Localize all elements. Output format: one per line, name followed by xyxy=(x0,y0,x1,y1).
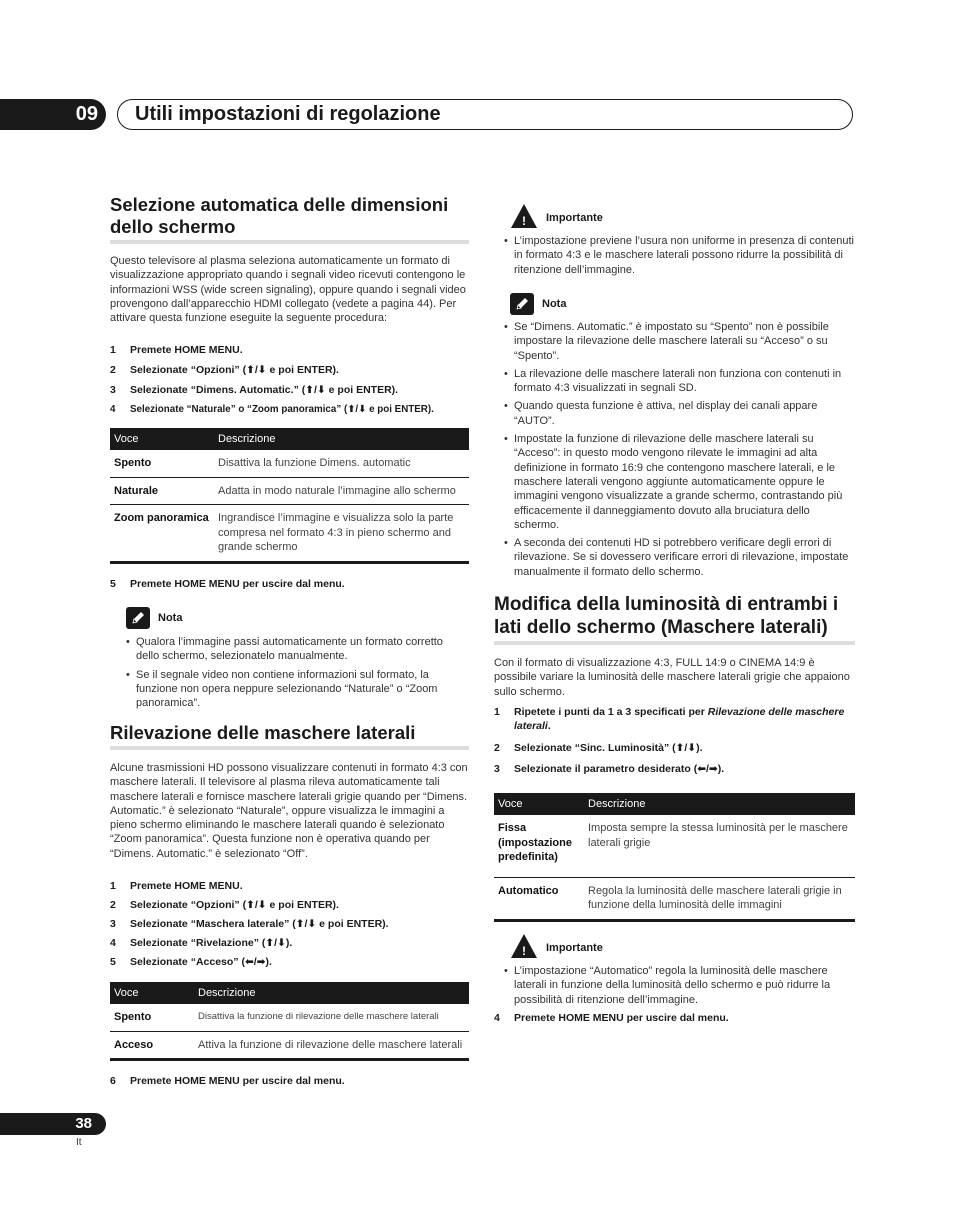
step-number: 1 xyxy=(110,344,116,356)
table-row xyxy=(110,505,469,563)
step-item xyxy=(494,705,855,741)
warning-icon xyxy=(510,203,538,232)
list-item: • Se “Dimens. Automatic.” è impostato su “Spento” non è possibile impostare la rilevazione delle maschere laterali su “Acceso” o su “Spento”. xyxy=(504,320,855,363)
step-number: 2 xyxy=(110,364,116,376)
list-item: • La rilevazione delle maschere laterali non funziona con contenuti in formato 4:3 visualizzati in segnali SD. xyxy=(504,367,855,396)
step-number: 3 xyxy=(110,384,116,396)
step-item xyxy=(494,762,855,783)
note-block xyxy=(126,607,469,714)
step-item xyxy=(110,1074,469,1088)
svg-text:!: ! xyxy=(522,944,526,958)
step-item xyxy=(110,917,469,936)
list-item: • Quando questa funzione è attiva, nel display dei canali appare “AUTO”. xyxy=(504,399,855,428)
table-row xyxy=(110,450,469,477)
steps-auto-size xyxy=(110,343,469,423)
important-label: Importante xyxy=(546,941,603,954)
step-text: Selezionate il parametro desiderato (⬅/➡). xyxy=(514,763,725,775)
step-item xyxy=(110,936,469,955)
step-number: 3 xyxy=(494,763,500,775)
step-item xyxy=(110,383,469,403)
auto-size-options-table xyxy=(110,428,469,564)
table-cell-value: Ingrandisce l’immagine e visualizza solo la parte compresa nel formato 4:3 in pieno schermo and grande schermo xyxy=(214,505,469,563)
table-cell-key: Acceso xyxy=(110,1031,194,1060)
svg-text:!: ! xyxy=(522,214,526,228)
table-cell-value: Disattiva la funzione di rilevazione delle maschere laterali xyxy=(194,1004,469,1031)
table-header-voce: Voce xyxy=(110,982,194,1004)
table-cell-value: Regola la luminosità delle maschere laterali grigie in funzione della luminosità delle immagini xyxy=(584,877,855,920)
step-number: 5 xyxy=(110,578,116,590)
step-item xyxy=(110,343,469,363)
warning-icon xyxy=(510,933,538,962)
section-title-auto-size: Selezione automatica delle dimensioni dello schermo xyxy=(110,194,469,244)
step-text: Premete HOME MENU per uscire dal menu. xyxy=(514,1012,729,1024)
section-intro-side-mask-detection: Alcune trasmissioni HD possono visualizzare contenuti in formato 4:3 con maschere laterali. Il televisore al plasma rileva automaticamente tali maschere laterali e fornisce maschere laterali grigie quando per “Dimens. Automatic.” è selezionato “Naturale”, oppure visualizza le immagini a pieno schermo eliminando le maschere laterali quando è selezionato “Zoom panoramica”. Questa funzione non è operativa quando per “Dimens. Automatic.” è selezionato “Off”. xyxy=(110,762,468,860)
step-number: 5 xyxy=(110,956,116,968)
section-intro-auto-size: Questo televisore al plasma seleziona automaticamente un formato di visualizzazione appropriato quando i segnali video ricevuti contengono le informazioni WSS (wide screen signaling), oppure quando i segnali video provengono dall’apparecchio HDMI collegato (vedete a pagina 44). Per attivare questa funzione eseguite la seguente procedura: xyxy=(110,255,466,325)
step-number: 4 xyxy=(110,937,116,949)
side-mask-detection-table xyxy=(110,982,469,1061)
list-item: • A seconda dei contenuti HD si potrebbero verificare degli errori di rilevazione. Se si dovessero verificare errori di rilevazione, impostate manualmente il formato dello schermo. xyxy=(504,536,855,579)
step-text: Selezionate “Naturale” o “Zoom panoramica” (⬆/⬇ e poi ENTER). xyxy=(130,404,434,415)
step-number: 1 xyxy=(494,706,500,718)
step-text xyxy=(514,705,855,741)
note-label: Nota xyxy=(542,298,567,310)
step-number: 1 xyxy=(110,880,116,892)
table-row xyxy=(494,815,855,877)
pencil-icon xyxy=(510,293,534,315)
table-cell-key: Zoom panoramica xyxy=(110,505,214,563)
step-text: Premete HOME MENU. xyxy=(130,344,243,356)
table-cell-key: Fissa (impostazione predefinita) xyxy=(494,815,584,877)
table-header-descrizione: Descrizione xyxy=(214,428,469,450)
step-item xyxy=(494,1011,855,1025)
note-block xyxy=(510,293,855,583)
steps-side-mask-brightness xyxy=(494,705,855,783)
step-number: 6 xyxy=(110,1075,116,1087)
step-item xyxy=(110,898,469,917)
step-text: Premete HOME MENU. xyxy=(130,880,243,892)
step-text: Selezionate “Opzioni” (⬆/⬇ e poi ENTER). xyxy=(130,899,339,911)
step-text: Selezionate “Maschera laterale” (⬆/⬇ e poi ENTER). xyxy=(130,918,389,930)
step-number: 3 xyxy=(110,918,116,930)
step-text: Premete HOME MENU per uscire dal menu. xyxy=(130,578,345,590)
table-cell-value: Adatta in modo naturale l’immagine allo schermo xyxy=(214,477,469,505)
table-row xyxy=(110,1004,469,1031)
step-text-reference: Rilevazione delle maschere laterali xyxy=(514,706,845,732)
step-number: 2 xyxy=(110,899,116,911)
step-item xyxy=(494,741,855,762)
table-row xyxy=(110,1031,469,1060)
important-header xyxy=(510,933,855,962)
step-text-prefix: Ripetete i punti da 1 a 3 specificati per xyxy=(514,706,708,718)
step-text-suffix: . xyxy=(547,720,551,732)
table-row xyxy=(494,877,855,920)
table-cell-key: Spento xyxy=(110,1004,194,1031)
important-list xyxy=(504,234,855,277)
step-item xyxy=(110,879,469,898)
page-number-badge: 38 xyxy=(0,1113,106,1135)
note-list xyxy=(504,320,855,579)
list-item: • L’impostazione “Automatico” regola la luminosità delle maschere laterali in funzione della luminosità dello schermo e può ridurre la possibilità di ritenzione dell’immagine. xyxy=(504,964,855,1007)
step-text: Selezionate “Opzioni” (⬆/⬇ e poi ENTER). xyxy=(130,364,339,376)
list-item: • Se il segnale video non contiene informazioni sul formato, la funzione non opera neppure selezionando “Naturale” o “Zoom panoramica”. xyxy=(126,668,469,711)
table-cell-value: Attiva la funzione di rilevazione delle maschere laterali xyxy=(194,1031,469,1060)
table-header-descrizione: Descrizione xyxy=(584,793,855,815)
chapter-title: Utili impostazioni di regolazione xyxy=(135,103,441,125)
section-intro-side-mask-brightness: Con il formato di visualizzazione 4:3, FULL 14:9 o CINEMA 14:9 è possibile variare la luminosità delle maschere laterali grigie che appaiono sullo schermo. xyxy=(494,657,850,698)
step-text: Selezionate “Acceso” (⬅/➡). xyxy=(130,956,272,968)
page-language: It xyxy=(76,1137,82,1148)
important-block xyxy=(510,933,855,1011)
note-header xyxy=(126,607,469,629)
step-number: 2 xyxy=(494,742,500,754)
step-text: Selezionate “Sinc. Luminosità” (⬆/⬇). xyxy=(514,742,703,754)
important-list xyxy=(504,964,855,1007)
step-text: Selezionate “Dimens. Automatic.” (⬆/⬇ e poi ENTER). xyxy=(130,384,399,396)
list-item: • Qualora l’immagine passi automaticamente un formato corretto dello schermo, selezionatelo manualmente. xyxy=(126,635,469,664)
list-item: • Impostate la funzione di rilevazione delle maschere laterali su “Acceso”: in questo modo vengono rilevate le immagini ad alta definizione in formato 16:9 che contengono maschere laterali, e le maschere laterali vengono aggiunte automaticamente oppure le immagini vengono visualizzate a grande schermo, contrastando più efficacemente il danneggiamento dovuto alla bruciatura dello schermo. xyxy=(504,432,855,532)
step-item xyxy=(110,403,469,423)
table-header-voce: Voce xyxy=(110,428,214,450)
important-block xyxy=(510,203,855,281)
table-cell-value: Imposta sempre la stessa luminosità per le maschere laterali grigie xyxy=(584,815,855,877)
note-label: Nota xyxy=(158,612,183,624)
table-header-descrizione: Descrizione xyxy=(194,982,469,1004)
step-text: Premete HOME MENU per uscire dal menu. xyxy=(130,1075,345,1087)
note-header xyxy=(510,293,855,315)
section-title-side-mask-brightness: Modifica della luminosità di entrambi i lati dello schermo (Maschere laterali) xyxy=(494,593,855,645)
important-label: Importante xyxy=(546,211,603,224)
step-number: 4 xyxy=(494,1012,500,1024)
step-number: 4 xyxy=(110,404,116,415)
table-cell-key: Automatico xyxy=(494,877,584,920)
side-mask-brightness-table xyxy=(494,793,855,922)
note-list xyxy=(126,635,469,710)
step-item xyxy=(110,577,469,591)
table-row xyxy=(110,477,469,505)
table-cell-key: Naturale xyxy=(110,477,214,505)
steps-side-mask-detection xyxy=(110,879,469,974)
list-item: • L’impostazione previene l’usura non uniforme in presenza di contenuti in formato 4:3 e le maschere laterali possono ridurre la possibilità di ritenzione dell’immagine. xyxy=(504,234,855,277)
table-cell-key: Spento xyxy=(110,450,214,477)
table-cell-value: Disattiva la funzione Dimens. automatic xyxy=(214,450,469,477)
step-item xyxy=(110,363,469,383)
step-item xyxy=(110,955,469,974)
pencil-icon xyxy=(126,607,150,629)
table-header-voce: Voce xyxy=(494,793,584,815)
step-text: Selezionate “Rivelazione” (⬆/⬇). xyxy=(130,937,293,949)
chapter-number-badge: 09 xyxy=(0,99,106,130)
section-title-side-mask-detection: Rilevazione delle maschere laterali xyxy=(110,722,469,750)
important-header xyxy=(510,203,855,232)
